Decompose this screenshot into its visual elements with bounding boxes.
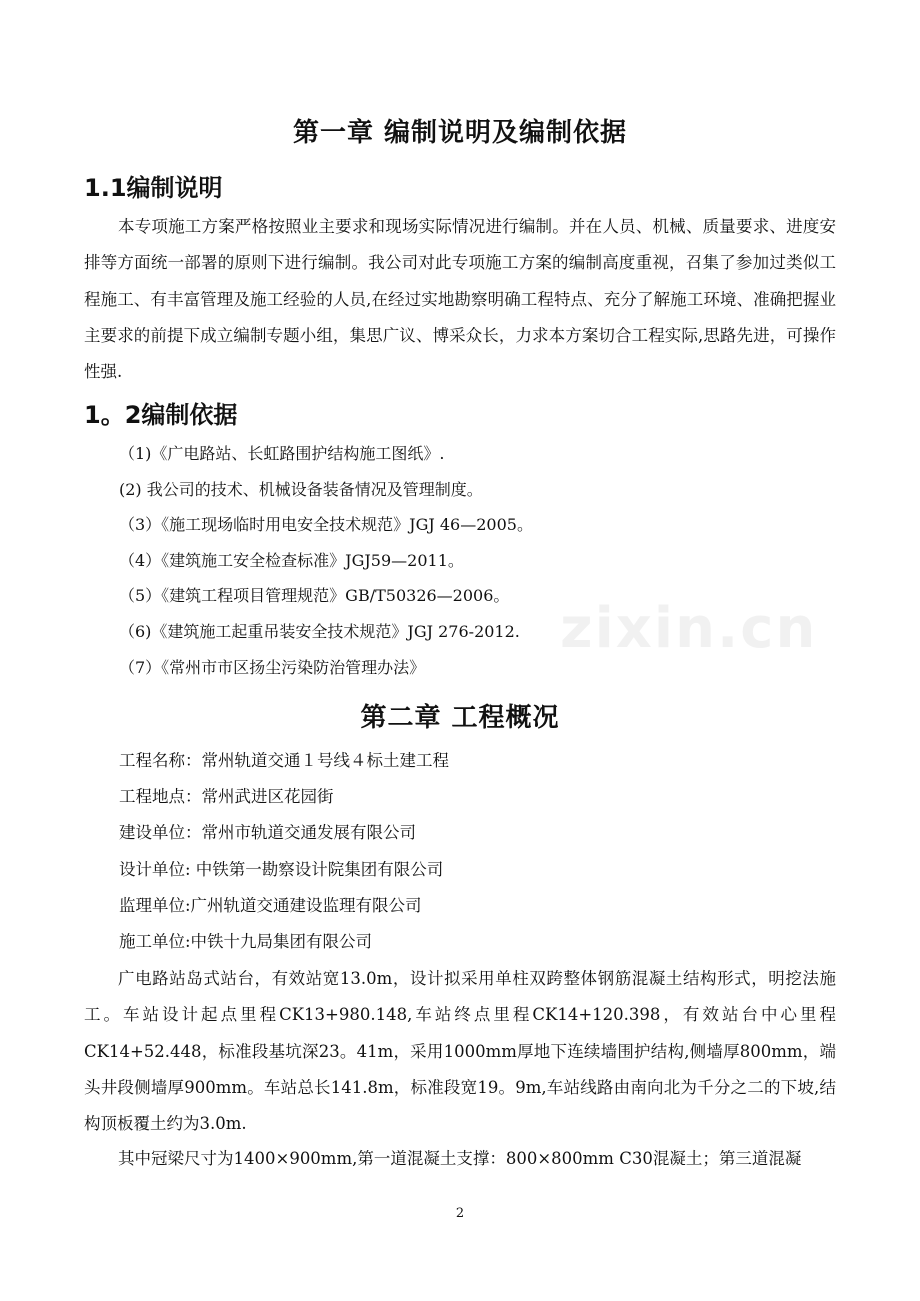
chapter-1-title: 第一章 编制说明及编制依据 (292, 118, 628, 148)
info-item-project-name: 工程名称：常州轨道交通１号线４标土建工程 (119, 751, 449, 770)
info-item-location: 工程地点：常州武进区花园街 (119, 787, 334, 807)
page-number: 2 (455, 1206, 465, 1221)
station-description-paragraph: 广电路站岛式站台，有效站宽13.0m，设计拟采用单柱双跨整体钢筋混凝土结构形式，明挖法施工。车站设计起点里程CK13+980.148,车站终点里程CK14+120.398，有效站台中心里程CK14+52.448，标准段基坑深23。41m，采用1000mm厚地下连续墙围护结构,侧墙厚800mm，端头井段侧墙厚900mm。车站总长141.8m，标准段宽19。9m,车站线路由南向北为千分之二的下坡,结构顶板覆土约为3.0m. (84, 969, 836, 1134)
list-item: （6)《建筑施工起重吊装安全技术规范》JGJ 276-2012. (119, 621, 520, 641)
list-item: (2) 我公司的技术、机械设备装备情况及管理制度。 (119, 479, 483, 499)
list-item: （7）《常州市市区扬尘污染防治管理办法》 (119, 657, 426, 677)
watermark: zixin.cn (560, 596, 818, 661)
project-info-list (119, 743, 449, 960)
info-item-designer: 设计单位: 中铁第一勘察设计院集团有限公司 (119, 859, 444, 879)
list-item: （4）《建筑施工安全检查标准》JGJ59—2011。 (119, 550, 464, 570)
section-1-1-paragraph: 本专项施工方案严格按照业主要求和现场实际情况进行编制。并在人员、机械、质量要求、进度安排等方面统一部署的原则下进行编制。我公司对此专项施工方案的编制高度重视，召集了参加过类似工程施工、有丰富管理及施工经验的人员,在经过实地勘察明确工程特点、充分了解施工环境、准确把握业主要求的前提下成立编制专题小组，集思广议、博采众长，力求本方案切合工程实际,思路先进，可操作性强. (84, 217, 836, 382)
info-item-contractor: 施工单位:中铁十九局集团有限公司 (119, 931, 373, 951)
info-item-supervisor: 监理单位:广州轨道交通建设监理有限公司 (119, 895, 422, 915)
support-description-paragraph: 其中冠梁尺寸为1400×900mm,第一道混凝土支撑：800×800mm C30混凝土；第三道混凝 (118, 1149, 802, 1168)
list-item: （1)《广电路站、长虹路围护结构施工图纸》. (119, 444, 445, 463)
basis-list (119, 436, 533, 685)
list-item: （5）《建筑工程项目管理规范》GB/T50326—2006。 (119, 586, 510, 606)
info-item-owner: 建设单位：常州市轨道交通发展有限公司 (119, 823, 416, 843)
section-1-1-title: 1.1编制说明 (84, 174, 223, 202)
chapter-2-title: 第二章 工程概况 (360, 703, 560, 733)
section-1-2-title: 1。2编制依据 (84, 401, 238, 429)
list-item: （3）《施工现场临时用电安全技术规范》JGJ 46—2005。 (119, 515, 533, 535)
